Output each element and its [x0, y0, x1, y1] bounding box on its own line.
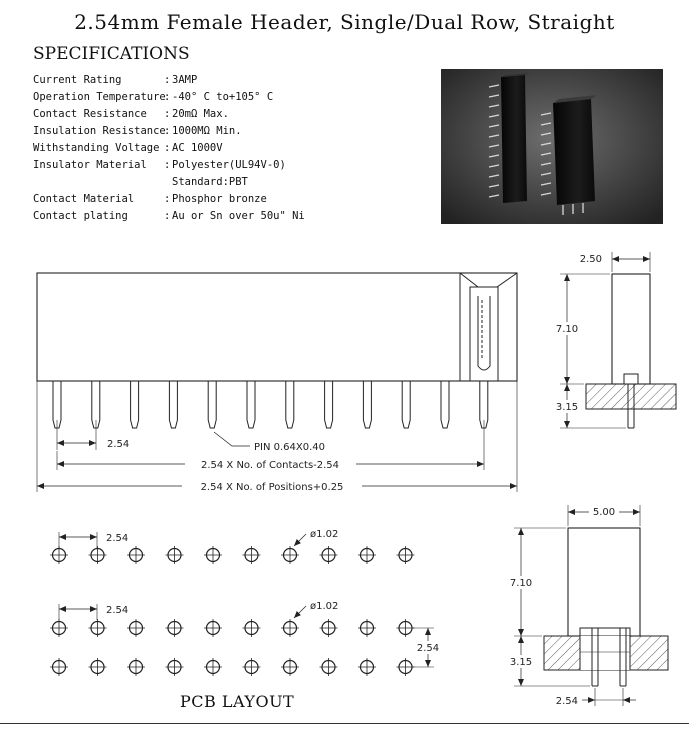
spec-label: Insulation Resistance	[33, 125, 166, 137]
contact-pin	[169, 381, 177, 428]
spec-colon: :	[164, 142, 171, 154]
pcb-hole	[89, 619, 107, 637]
spec-label: Operation Temperature	[33, 91, 166, 103]
dual-width-label: 5.00	[592, 507, 616, 518]
hole-grid	[50, 546, 415, 676]
pcb-hole	[204, 546, 222, 564]
dual-tail-label: 3.15	[509, 657, 533, 668]
single-width-label: 2.50	[579, 254, 602, 265]
pcb-hole	[358, 619, 376, 637]
contact-pin	[247, 381, 255, 428]
pcb-layout	[50, 529, 442, 676]
spec-label: Current Rating	[33, 74, 122, 86]
bottom-rule	[0, 723, 689, 724]
pcb-pitch-label-1: 2.54	[106, 533, 129, 544]
single-height-label: 7.10	[555, 324, 579, 335]
pcb-hole	[397, 619, 415, 637]
contact-pin	[286, 381, 294, 428]
pcb-hole	[320, 658, 338, 676]
spec-colon: :	[164, 125, 171, 137]
dual-height-label: 7.10	[509, 578, 533, 589]
spec-colon: :	[164, 74, 171, 86]
pcb-hole	[50, 619, 68, 637]
positions-span-label: 2.54 X No. of Positions+0.25	[200, 482, 344, 493]
pcb-hole	[281, 546, 299, 564]
pcb-hole	[204, 658, 222, 676]
pin-size-label: PIN 0.64X0.40	[254, 442, 326, 453]
pcb-pitch-label-2: 2.54	[106, 605, 129, 616]
specifications-heading: SPECIFICATIONS	[33, 44, 190, 64]
pcb-hole	[204, 619, 222, 637]
pcb-hole	[320, 619, 338, 637]
pcb-hole	[166, 546, 184, 564]
spec-value: AC 1000V	[172, 142, 223, 154]
page-title: 2.54mm Female Header, Single/Dual Row, Straight	[74, 10, 615, 34]
pcb-hole	[243, 658, 261, 676]
spec-label: Contact plating	[33, 210, 128, 222]
pcb-hole	[358, 658, 376, 676]
pcb-hole	[89, 658, 107, 676]
spec-colon: :	[164, 210, 171, 222]
end-view-dual	[507, 505, 668, 707]
single-tail-label: 3.15	[555, 402, 579, 413]
spec-colon: :	[164, 159, 171, 171]
pcb-hole-label-2: ø1.02	[310, 601, 339, 612]
pcb-hole	[243, 619, 261, 637]
spec-label: Withstanding Voltage	[33, 142, 160, 154]
pcb-hole	[397, 658, 415, 676]
pitch-dimension-label: 2.54	[107, 439, 130, 450]
pcb-hole	[89, 546, 107, 564]
pcb-hole	[320, 546, 338, 564]
pcb-hole	[243, 546, 261, 564]
pcb-hole	[127, 546, 145, 564]
contact-pin	[441, 381, 449, 428]
end-view-single	[553, 252, 676, 428]
pcb-hole	[50, 658, 68, 676]
contact-pin	[363, 381, 371, 428]
spec-label: Contact Material	[33, 193, 135, 205]
spec-colon: :	[164, 193, 171, 205]
pin-row	[53, 381, 488, 428]
contact-pin	[402, 381, 410, 428]
pcb-hole-label-1: ø1.02	[310, 529, 339, 540]
pcb-row-pitch-label: 2.54	[416, 643, 440, 654]
spec-label: Contact Resistance	[33, 108, 147, 120]
spec-value: -40° C to+105° C	[172, 91, 274, 103]
pcb-hole	[281, 619, 299, 637]
pcb-hole	[358, 546, 376, 564]
spec-colon: :	[164, 91, 171, 103]
spec-value: Polyester(UL94V-0)	[172, 159, 286, 171]
spec-label: Insulator Material	[33, 159, 147, 171]
spec-value: 1000MΩ Min.	[172, 125, 242, 137]
contact-pin	[325, 381, 333, 428]
pcb-layout-title: PCB LAYOUT	[180, 692, 295, 711]
spec-value: 20mΩ Max.	[172, 108, 229, 120]
spec-value: Standard:PBT	[172, 176, 248, 188]
contact-pin	[208, 381, 216, 428]
spec-colon: :	[164, 108, 171, 120]
spec-value: Au or Sn over 50u" Ni	[172, 210, 305, 222]
spec-value: Phosphor bronze	[172, 193, 267, 205]
pcb-hole	[166, 619, 184, 637]
pcb-hole	[281, 658, 299, 676]
pcb-hole	[127, 619, 145, 637]
pcb-hole	[397, 546, 415, 564]
side-view	[37, 273, 517, 493]
spec-value: 3AMP	[172, 74, 198, 86]
dual-pitch-label: 2.54	[555, 696, 578, 707]
pcb-hole	[166, 658, 184, 676]
pcb-hole	[127, 658, 145, 676]
pcb-hole	[50, 546, 68, 564]
contacts-span-label: 2.54 X No. of Contacts-2.54	[200, 460, 340, 471]
contact-pin	[131, 381, 139, 428]
